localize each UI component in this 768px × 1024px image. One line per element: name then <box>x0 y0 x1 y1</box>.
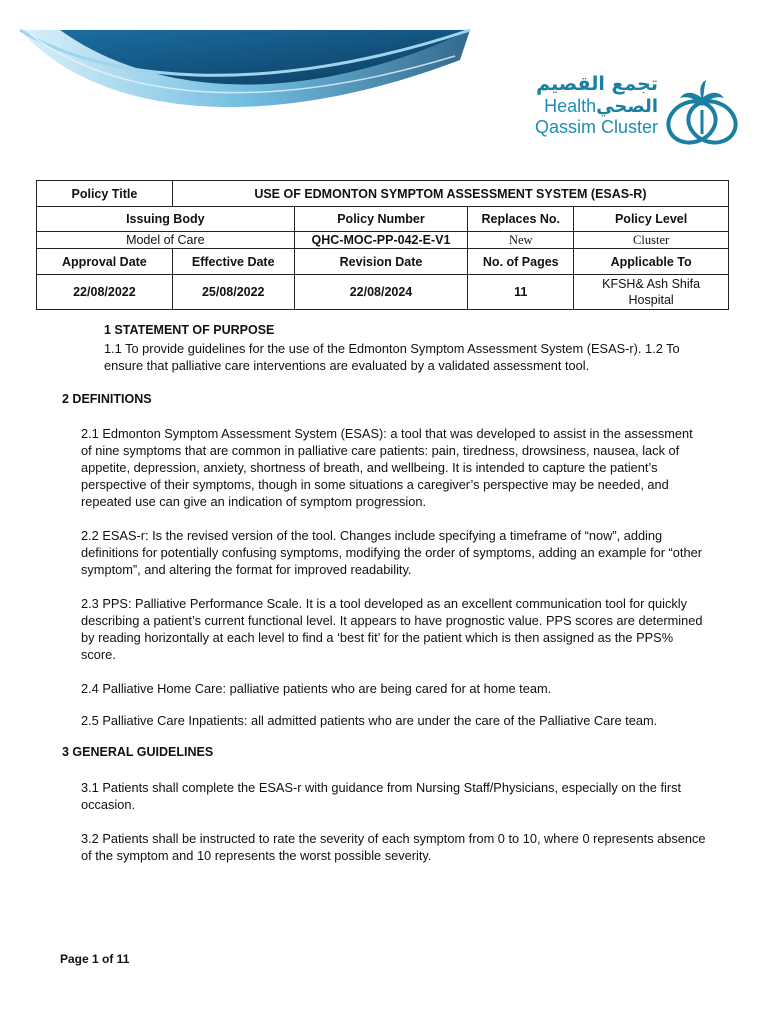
palm-tree-emblem-icon <box>662 76 742 152</box>
issuing-body-value: Model of Care <box>37 232 295 249</box>
section-2-title: 2 DEFINITIONS <box>62 392 152 406</box>
policy-info-table <box>36 180 729 310</box>
section-1-text: 1.1 To provide guidelines for the use of the Edmonton Symptom Assessment System (ESAS-r). 1.2 To ensure that palliative care interventions are evaluated by a validated assessment tool. <box>104 341 680 373</box>
replaces-no-value: New <box>468 232 574 249</box>
logo-arabic-subtitle: الصحي <box>596 96 658 117</box>
no-of-pages-header: No. of Pages <box>468 249 574 275</box>
section-3-title: 3 GENERAL GUIDELINES <box>62 745 214 759</box>
definition-2-1: 2.1 Edmonton Symptom Assessment System (ESAS): a tool that was developed to assist in the assessment of nine symptoms that are common in palliative care patients: pain, tiredness, drowsiness, nausea, lack of appetite, depression, anxiety, shortness of breath, and wellbeing. It is intended to capture the patient’s perspective of their symptoms, though in some situations a caregiver’s perspective may be needed, and repeated use can give an indication of symptom progression. <box>81 426 693 509</box>
policy-title-label: Policy Title <box>37 181 173 207</box>
policy-level-header: Policy Level <box>574 207 729 232</box>
guideline-3-2: 3.2 Patients shall be instructed to rate the severity of each symptom from 0 to 10, where 0 represents absence of the symptom and 10 represents the worst possible severity. <box>81 831 706 863</box>
guideline-3-1: 3.1 Patients shall complete the ESAS-r with guidance from Nursing Staff/Physicians, especially on the first occasion. <box>81 780 682 812</box>
definition-2-2: 2.2 ESAS-r: Is the revised version of the tool. Changes include specifying a timeframe of “now”, adding definitions for potentially confusing symptoms, modifying the order of symptoms, adding an example for “other symptom”, and altering the format for improved readability. <box>81 528 702 577</box>
effective-date-value: 25/08/2022 <box>172 275 294 310</box>
logo-qassim-cluster: Qassim Cluster <box>534 117 658 137</box>
policy-title-value: USE OF EDMONTON SYMPTOM ASSESSMENT SYSTEM (ESAS-R) <box>172 181 728 207</box>
approval-date-header: Approval Date <box>37 249 173 275</box>
section-1-title: 1 STATEMENT OF PURPOSE <box>104 323 275 337</box>
revision-date-value: 22/08/2024 <box>294 275 468 310</box>
policy-number-value: QHC-MOC-PP-042-E-V1 <box>294 232 468 249</box>
page-number: Page 1 of 11 <box>60 952 130 966</box>
definition-2-4: 2.4 Palliative Home Care: palliative patients who are being cared for at home team. <box>81 681 552 696</box>
applicable-to-value: KFSH& Ash Shifa Hospital <box>574 275 729 310</box>
no-of-pages-value: 11 <box>468 275 574 310</box>
applicable-to-header: Applicable To <box>574 249 729 275</box>
header-wave-graphic <box>0 0 520 140</box>
revision-date-header: Revision Date <box>294 249 468 275</box>
policy-number-header: Policy Number <box>294 207 468 232</box>
issuing-body-header: Issuing Body <box>37 207 295 232</box>
logo-arabic-title: تجمع القصيم <box>536 73 658 95</box>
qassim-health-cluster-logo <box>528 72 748 152</box>
effective-date-header: Effective Date <box>172 249 294 275</box>
definition-2-5: 2.5 Palliative Care Inpatients: all admitted patients who are under the care of the Palliative Care team. <box>81 713 658 728</box>
replaces-no-header: Replaces No. <box>468 207 574 232</box>
approval-date-value: 22/08/2022 <box>37 275 173 310</box>
logo-health-word: Health <box>544 96 597 116</box>
policy-level-value: Cluster <box>574 232 729 249</box>
definition-2-3: 2.3 PPS: Palliative Performance Scale. It is a tool developed as an excellent communication tool for quickly describing a patient’s current functional level. It appears to have prognostic value. PPS scores are determined by reading horizontally at each level to find a ‘best fit’ for the patient which is then assigned as the PPS% score. <box>81 596 703 662</box>
